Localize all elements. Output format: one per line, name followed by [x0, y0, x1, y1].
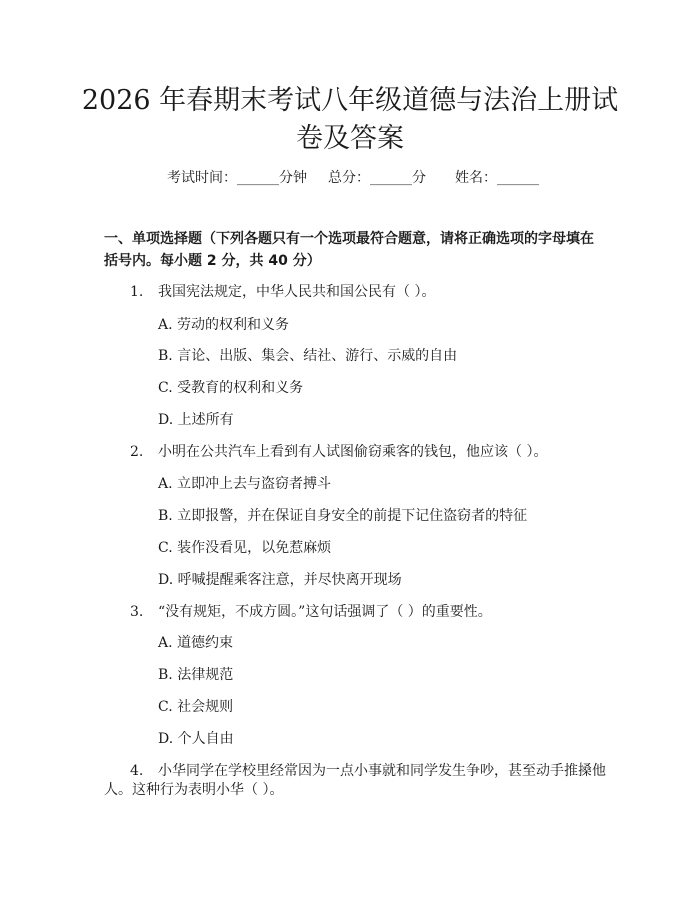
question-number: 3. — [130, 604, 144, 620]
option-c: C. 社会规则 — [158, 699, 234, 715]
option-d: D. 个人自由 — [158, 731, 234, 747]
page-title-line1: 2026 年春期末考试八年级道德与法治上册试 — [81, 85, 619, 116]
question-text: 小明在公共汽车上看到有人试图偷窃乘客的钱包，他应该（ ）。 — [158, 444, 548, 460]
exam-time-field: 考试时间：______分钟 — [167, 170, 307, 186]
option-b: B. 法律规范 — [158, 667, 234, 683]
section-heading-line1: 一、单项选择题（下列各题只有一个选项最符合题意，请将正确选项的字母填在 — [104, 231, 594, 247]
option-a: A. 道德约束 — [158, 635, 234, 651]
question-text: 我国宪法规定，中华人民共和国公民有（ ）。 — [158, 284, 436, 300]
page-title-line2: 卷及答案 — [296, 123, 404, 154]
option-c: C. 装作没看见，以免惹麻烦 — [158, 540, 332, 556]
total-score-field: 总分：______分 — [328, 170, 426, 186]
option-d: D. 呼喊提醒乘客注意，并尽快离开现场 — [158, 572, 402, 588]
option-a: A. 立即冲上去与盗窃者搏斗 — [158, 476, 332, 492]
question-text: “没有规矩，不成方圆。”这句话强调了（ ）的重要性。 — [158, 604, 492, 620]
student-name-field: 姓名：______ — [455, 170, 539, 186]
option-b: B. 立即报警，并在保证自身安全的前提下记住盗窃者的特征 — [158, 508, 528, 524]
option-d: D. 上述所有 — [158, 412, 234, 428]
section-heading-line2: 括号内。每小题 2 分，共 40 分） — [104, 253, 321, 269]
question-number: 4. — [130, 763, 144, 779]
question-number: 1. — [130, 284, 144, 300]
option-c: C. 受教育的权利和义务 — [158, 380, 304, 396]
question-number: 2. — [130, 444, 144, 460]
question-text-line1: 小华同学在学校里经常因为一点小事就和同学发生争吵，甚至动手推搡他 — [158, 763, 606, 779]
option-b: B. 言论、出版、集会、结社、游行、示威的自由 — [158, 348, 458, 364]
question-text-line2: 人。这种行为表明小华（ ）。 — [104, 782, 284, 798]
option-a: A. 劳动的权利和义务 — [158, 317, 290, 333]
